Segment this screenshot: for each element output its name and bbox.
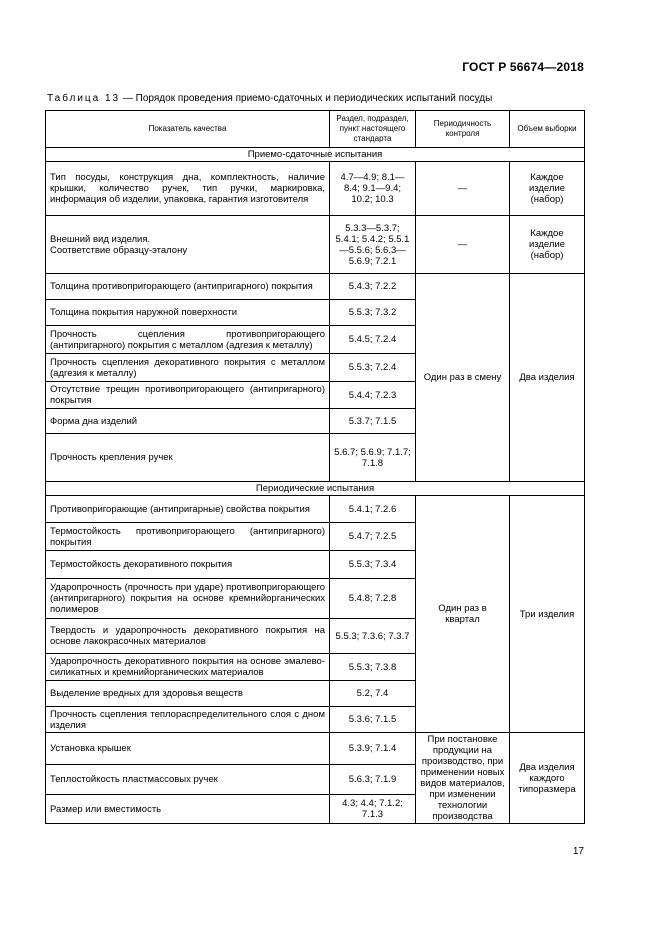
quality-cell: Прочность сцепления теплораспределительного слоя с дном изделия	[46, 707, 330, 733]
periodicity-group-cell: Один раз в смену	[416, 274, 510, 482]
periodicity-group-cell: Один раз в квартал	[416, 496, 510, 733]
quality-cell: Размер или вместимость	[46, 795, 330, 824]
standard-number: ГОСТ Р 56674—2018	[462, 60, 584, 74]
reference-cell: 5.4.4; 7.2.3	[330, 382, 416, 409]
quality-cell: Ударопрочность декоративного покрытия на основе эмалево-силикатных и кремнийорганических материалов	[46, 654, 330, 681]
reference-cell: 5.4.1; 7.2.6	[330, 496, 416, 523]
quality-cell: Термостойкость противопригорающего (антипригарного) покрытия	[46, 523, 330, 551]
reference-cell: 5.6.7; 5.6.9; 7.1.7; 7.1.8	[330, 434, 416, 482]
quality-cell: Выделение вредных для здоровья веществ	[46, 681, 330, 707]
reference-cell: 5.3.7; 7.1.5	[330, 409, 416, 434]
reference-cell: 5.5.3; 7.3.2	[330, 300, 416, 326]
table-caption-label: Таблица 13	[47, 93, 121, 104]
quality-cell: Толщина покрытия наружной поверхности	[46, 300, 330, 326]
reference-cell: 5.5.3; 7.3.8	[330, 654, 416, 681]
volume-cell: Каждое изделие (набор)	[510, 216, 585, 274]
periodicity-group-cell: При постановке продукции на производство, при применении новых видов материалов, при изменении технологии производства	[416, 733, 510, 824]
reference-cell: 5.2, 7.4	[330, 681, 416, 707]
reference-cell: 5.4.7; 7.2.5	[330, 523, 416, 551]
reference-cell: 5.6.3; 7.1.9	[330, 765, 416, 795]
table-row	[46, 496, 585, 523]
volume-group-cell: Два изделия	[510, 274, 585, 482]
table-row	[46, 733, 585, 765]
reference-cell: 5.3.6; 7.1.5	[330, 707, 416, 733]
col-header-quality: Показатель качества	[46, 111, 330, 148]
quality-cell: Установка крышек	[46, 733, 330, 765]
quality-cell: Термостойкость декоративного покрытия	[46, 551, 330, 579]
quality-cell: Форма дна изделий	[46, 409, 330, 434]
quality-cell: Ударопрочность (прочность при ударе) противопригорающего (антипригарного) покрытия на основе кремнийорганических полимеров	[46, 579, 330, 619]
quality-cell: Прочность крепления ручек	[46, 434, 330, 482]
table-caption	[47, 93, 492, 104]
reference-cell: 5.4.5; 7.2.4	[330, 326, 416, 354]
table-caption-text: — Порядок проведения приемо-сдаточных и периодических испытаний посуды	[120, 93, 493, 104]
table-row	[46, 162, 585, 216]
reference-cell: 5.4.3; 7.2.2	[330, 274, 416, 300]
quality-cell: Толщина противопригорающего (антипригарного) покрытия	[46, 274, 330, 300]
reference-cell: 5.5.3; 7.3.4	[330, 551, 416, 579]
quality-cell: Тип посуды, конструкция дна, комплектность, наличие крышки, количество ручек, тип ручки, маркировка, информация об изделии, упаковка, гарантия изготовителя	[46, 162, 330, 216]
section-title: Приемо-сдаточные испытания	[46, 148, 585, 162]
volume-group-cell: Три изделия	[510, 496, 585, 733]
quality-cell: Прочность сцепления декоративного покрытия с металлом (адгезия к металлу)	[46, 354, 330, 382]
section-row-periodic	[46, 482, 585, 496]
reference-cell: 5.4.8; 7.2.8	[330, 579, 416, 619]
page-number: 17	[572, 846, 584, 857]
reference-cell: 4.3; 4.4; 7.1.2; 7.1.3	[330, 795, 416, 824]
periodicity-cell: —	[416, 162, 510, 216]
quality-cell: Теплостойкость пластмассовых ручек	[46, 765, 330, 795]
reference-cell: 4.7—4.9; 8.1—8.4; 9.1—9.4; 10.2; 10.3	[330, 162, 416, 216]
quality-cell: Отсутствие трещин противопригорающего (антипригарного) покрытия	[46, 382, 330, 409]
quality-cell: Противопригорающие (антипригарные) свойства покрытия	[46, 496, 330, 523]
col-header-volume: Объем выборки	[510, 111, 585, 148]
quality-cell: Прочность сцепления противопригорающего (антипригарного) покрытия с металлом (адгезия к металлу)	[46, 326, 330, 354]
table-row	[46, 274, 585, 300]
reference-cell: 5.5.3; 7.2.4	[330, 354, 416, 382]
volume-group-cell: Два изделия каждого типоразмера	[510, 733, 585, 824]
col-header-section: Раздел, подраздел, пункт настоящего стандарта	[330, 111, 416, 148]
section-row-acceptance	[46, 148, 585, 162]
reference-cell: 5.5.3; 7.3.6; 7.3.7	[330, 619, 416, 654]
section-title: Периодические испытания	[46, 482, 585, 496]
quality-cell: Внешний вид изделия. Соответствие образцу-эталону	[46, 216, 330, 274]
reference-cell: 5.3.3—5.3.7; 5.4.1; 5.4.2; 5.5.1—5.5.6; 5.6.3—5.6.9; 7.2.1	[330, 216, 416, 274]
volume-cell: Каждое изделие (набор)	[510, 162, 585, 216]
col-header-periodicity: Периодичность контроля	[416, 111, 510, 148]
table-row	[46, 216, 585, 274]
quality-cell: Твердость и ударопрочность декоративного покрытия на основе лакокрасочных материалов	[46, 619, 330, 654]
tests-table	[45, 110, 585, 824]
periodicity-cell: —	[416, 216, 510, 274]
reference-cell: 5.3.9; 7.1.4	[330, 733, 416, 765]
table-header-row	[46, 111, 585, 148]
